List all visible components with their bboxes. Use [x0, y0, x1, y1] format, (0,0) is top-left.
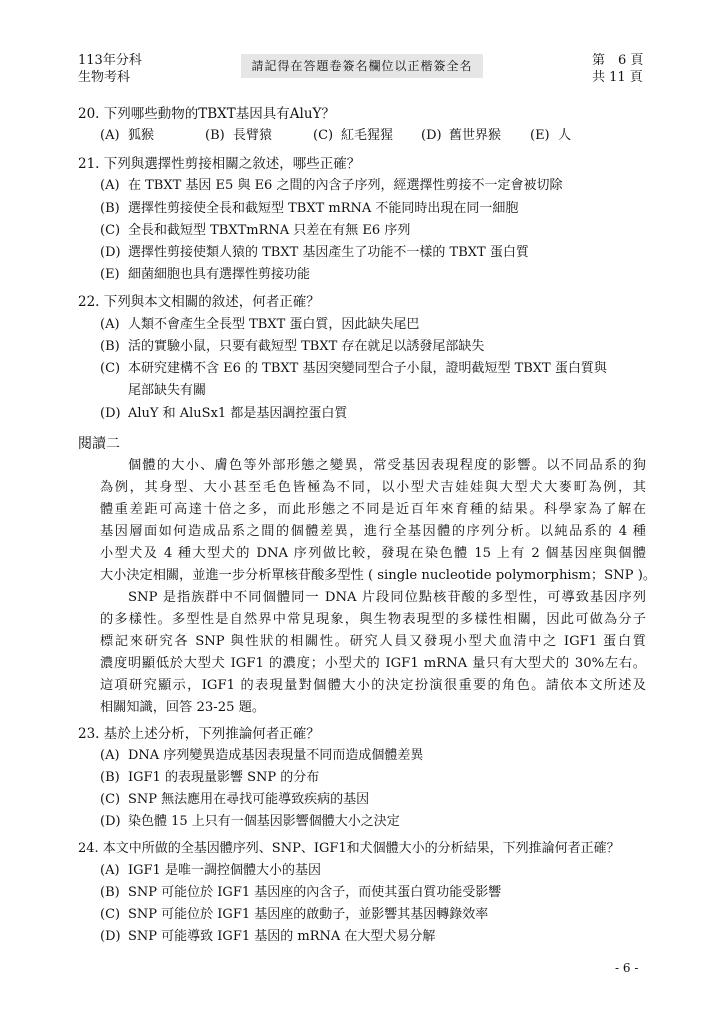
question-20-stem: 20. 下列哪些動物的TBXT基因具有AluY？ — [78, 106, 335, 122]
page-number: 第 6 頁 — [592, 53, 644, 68]
reading-line-12: 相關知識，回答 23-25 題。 — [100, 700, 266, 715]
q22-option-c: (C) 本研究建構不含 E6 的 TBXT 基因突變同型合子小鼠，證明截短型 TBXT 蛋白質與 — [100, 361, 607, 376]
q20-option-c: (C) 紅毛猩猩 — [313, 128, 394, 143]
header-year-subject: 113年分科 — [78, 53, 142, 68]
page-total: 共 11 頁 — [592, 70, 643, 85]
q21-option-a: (A) 在 TBXT 基因 E5 與 E6 之間的內含子序列，經選擇性剪接不一定會被切除 — [100, 178, 563, 193]
q22-option-a: (A) 人類不會產生全長型 TBXT 蛋白質，因此缺失尾巴 — [100, 317, 420, 332]
q21-option-b: (B) 選擇性剪接使全長和截短型 TBXT mRNA 不能同時出現在同一細胞 — [100, 201, 519, 216]
reading-line-9: 標記來研究各 SNP 與性狀的相關性。研究人員又發現小型犬血清中之 IGF1 蛋白質 — [100, 634, 646, 649]
reading-line-2: 為例，其身型、大小甚至毛色皆極為不同，以小型犬吉娃娃與大型犬大麥町為例，其 — [100, 480, 646, 495]
question-24-stem: 24. 本文中所做的全基因體序列、SNP、IGF1和犬個體大小的分析結果，下列推論何者正確？ — [78, 841, 620, 856]
q23-option-c: (C) SNP 無法應用在尋找可能導致疾病的基因 — [100, 792, 370, 807]
q22-option-d: (D) AluY 和 AluSx1 都是基因調控蛋白質 — [100, 406, 348, 421]
reading-line-11: 這項研究顯示，IGF1 的表現量對個體大小的決定扮演很重要的角色。請依本文所述及 — [100, 678, 646, 693]
q23-option-d: (D) 染色體 15 上只有一個基因影響個體大小之決定 — [100, 814, 400, 829]
reading-line-4: 基因層面如何造成品系之間的個體差異，進行全基因體的序列分析。以純品系的 4 種 — [100, 524, 646, 539]
question-21-stem: 21. 下列與選擇性剪接相關之敘述，哪些正確？ — [78, 156, 361, 172]
sign-name-notice: 請記得在答題卷簽名欄位以正楷簽全名 — [241, 54, 483, 78]
q20-option-b: (B) 長臂猿 — [205, 128, 273, 143]
reading-line-10: 濃度明顯低於大型犬 IGF1 的濃度；小型犬的 IGF1 mRNA 量只有大型犬的 30%左右。 — [100, 656, 646, 671]
reading-line-3: 體重差距可高達十倍之多，而此形態之不同是近百年來育種的結果。科學家為了解在 — [100, 502, 646, 517]
q23-option-a: (A) DNA 序列變異造成基因表現量不同而造成個體差異 — [100, 748, 424, 763]
q20-option-d: (D) 舊世界猴 — [421, 128, 502, 143]
q22-option-b: (B) 活的實驗小鼠，只要有截短型 TBXT 存在就足以誘發尾部缺失 — [100, 339, 485, 354]
q21-option-d: (D) 選擇性剪接使類人猿的 TBXT 基因產生了功能不一樣的 TBXT 蛋白質 — [100, 245, 529, 260]
reading-line-5: 小型犬及 4 種大型犬的 DNA 序列做比較，發現在染色體 15 上有 2 個基因座與個體 — [100, 546, 646, 561]
q23-option-b: (B) IGF1 的表現量影響 SNP 的分布 — [100, 770, 320, 785]
header-subject: 生物考科 — [78, 70, 131, 85]
reading-2-title: 閱讀二 — [78, 436, 120, 452]
question-23-stem: 23. 基於上述分析，下列推論何者正確？ — [78, 726, 320, 742]
q20-option-e: (E) 人 — [530, 128, 572, 143]
q21-option-e: (E) 細菌細胞也具有選擇性剪接功能 — [100, 267, 311, 282]
question-22-stem: 22. 下列與本文相關的敘述，何者正確？ — [78, 294, 320, 310]
reading-line-1: 個體的大小、膚色等外部形態之變異，常受基因表現程度的影響。以不同品系的狗 — [128, 458, 646, 473]
q24-option-d: (D) SNP 可能導致 IGF1 基因的 mRNA 在大型犬易分解 — [100, 929, 436, 944]
q22-option-c-continued: 尾部缺失有關 — [128, 383, 207, 398]
q24-option-c: (C) SNP 可能位於 IGF1 基因座的啟動子，並影響其基因轉錄效率 — [100, 907, 489, 922]
q21-option-c: (C) 全長和截短型 TBXTmRNA 只差在有無 E6 序列 — [100, 223, 411, 238]
q20-option-a: (A) 狐猴 — [100, 128, 155, 143]
reading-line-6: 大小決定相關，並進一步分析單核苷酸多型性 ( single nucleotide polymorphism；SNP )。 — [100, 568, 657, 583]
reading-line-8: 的多樣性。多型性是自然界中常見現象，與生物表現型的多樣性相關，因此可做為分子 — [100, 612, 646, 627]
footer-page-number: - 6 - — [615, 961, 639, 975]
q24-option-b: (B) SNP 可能位於 IGF1 基因座的內含子，而使其蛋白質功能受影響 — [100, 885, 502, 900]
q24-option-a: (A) IGF1 是唯一調控個體大小的基因 — [100, 863, 321, 878]
reading-line-7: SNP 是指族群中不同個體同一 DNA 片段同位點核苷酸的多型性，可導致基因序列 — [128, 590, 646, 605]
